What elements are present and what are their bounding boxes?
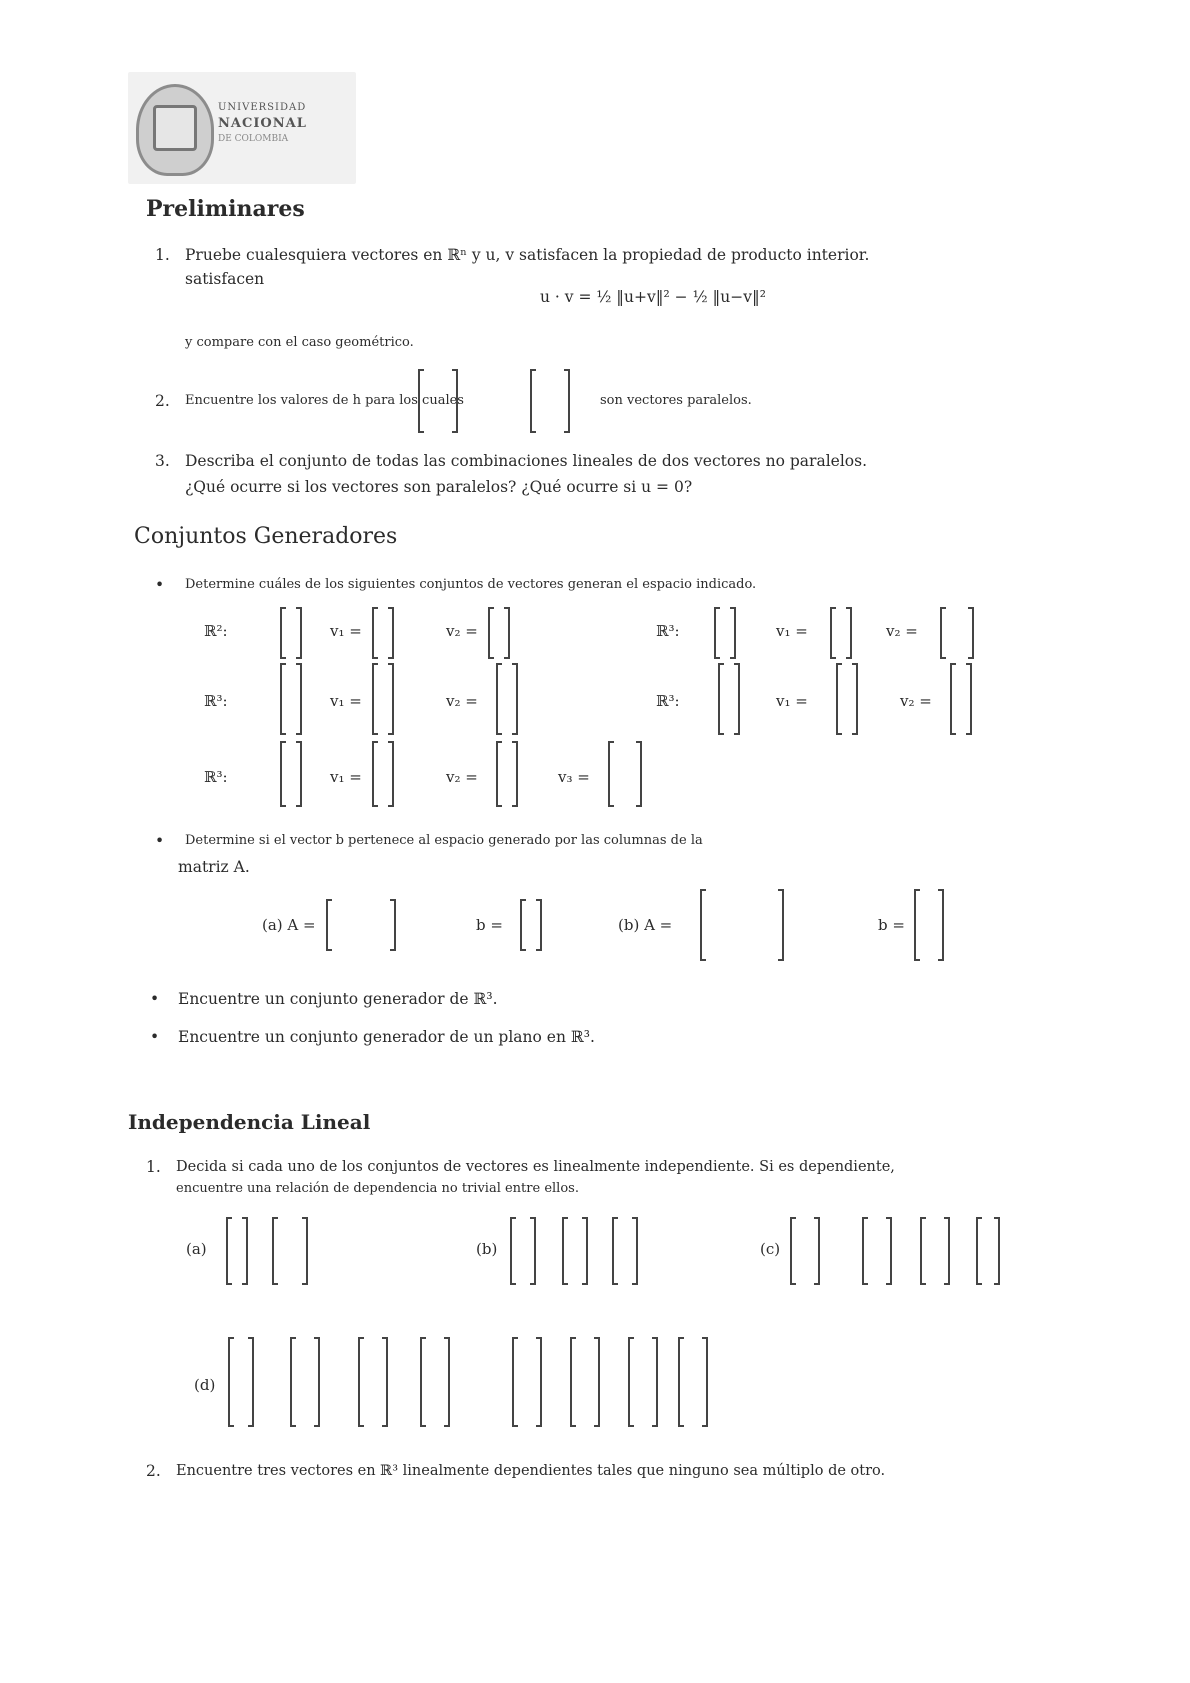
ind-item2-number: 2. xyxy=(146,1462,161,1480)
prelim-item1-number: 1. xyxy=(155,246,170,264)
ind-c-vec-2 xyxy=(862,1218,892,1284)
university-logo xyxy=(128,72,356,184)
ind-a-label: (a) xyxy=(186,1240,207,1258)
gen-r1-label-3: v₂ = xyxy=(446,622,478,640)
ind-c-vec-1 xyxy=(790,1218,820,1284)
prelim-item3-number: 3. xyxy=(155,452,170,470)
sys-a-b-vector xyxy=(520,900,542,950)
prelim-item3-text2: ¿Qué ocurre si los vectores son paralelos? ¿Qué ocurre si u = 0? xyxy=(185,478,693,496)
note-b-text: Encuentre un conjunto generador de un plano en ℝ³. xyxy=(178,1028,595,1046)
gen-r3-vec-3 xyxy=(496,742,518,806)
ind-d-vec-8 xyxy=(678,1338,708,1426)
gen-r2-vec-3 xyxy=(496,664,518,734)
ind-b-label: (b) xyxy=(476,1240,498,1258)
ind-b-vec-3 xyxy=(612,1218,638,1284)
sys-b-label: (b) A = xyxy=(618,916,673,934)
ind-d-vec-1 xyxy=(228,1338,254,1426)
prelim-item2-tail: son vectores paralelos. xyxy=(600,393,752,408)
gen-r2-vec-4 xyxy=(718,664,740,734)
ind-item1-text: Decida si cada uno de los conjuntos de vectores es linealmente independiente. Si es dependiente, xyxy=(176,1159,895,1175)
gen-r1-vec-5 xyxy=(830,608,852,658)
prelim-item1-text2: satisfacen xyxy=(185,270,265,288)
gen-r1-label-1: ℝ²: xyxy=(204,622,228,640)
ind-a-vec-1 xyxy=(226,1218,248,1284)
gen-r3-label-4: v₃ = xyxy=(558,768,590,786)
generators-bullet-1: Determine cuáles de los siguientes conjuntos de vectores generan el espacio indicado. xyxy=(185,577,757,592)
ind-d-vec-3 xyxy=(358,1338,388,1426)
gen-r2-label-2: v₁ = xyxy=(330,692,362,710)
gen-r3-label-1: ℝ³: xyxy=(204,768,228,786)
gen-r1-label-2: v₁ = xyxy=(330,622,362,640)
sys-a-matrix xyxy=(326,900,396,950)
prelim-item2-number: 2. xyxy=(155,392,170,410)
sys-b-b-vector xyxy=(914,890,944,960)
prelim-matrix-2 xyxy=(530,370,570,432)
ind-item1-text2: encuentre una relación de dependencia no trivial entre ellos. xyxy=(176,1181,579,1196)
ind-d-label: (d) xyxy=(194,1376,216,1394)
gen-r3-vec-1 xyxy=(280,742,302,806)
sys-b-b-label: b = xyxy=(878,916,905,934)
gen-r2-label-4: ℝ³: xyxy=(656,692,680,710)
generators-bullet-2-line2: matriz A. xyxy=(178,858,250,876)
ind-d-vec-7 xyxy=(628,1338,658,1426)
generators-bullet-2-icon: • xyxy=(155,832,165,850)
generators-bullet-1-icon: • xyxy=(155,576,165,594)
gen-r1-vec-3 xyxy=(488,608,510,658)
gen-r3-vec-2 xyxy=(372,742,394,806)
gen-r1-label-5: v₁ = xyxy=(776,622,808,640)
gen-r2-vec-1 xyxy=(280,664,302,734)
gen-r2-vec-5 xyxy=(836,664,858,734)
gen-r2-label-3: v₂ = xyxy=(446,692,478,710)
prelim-item1-equation: u · v = ½ ‖u+v‖² − ½ ‖u−v‖² xyxy=(540,288,766,306)
sys-a-b-label: b = xyxy=(476,916,503,934)
ind-d-vec-6 xyxy=(570,1338,600,1426)
logo-text: UNIVERSIDAD NACIONAL DE COLOMBIA xyxy=(218,102,307,144)
ind-b-vec-1 xyxy=(510,1218,536,1284)
ind-item2-text: Encuentre tres vectores en ℝ³ linealmente dependientes tales que ninguno sea múltiplo de otro. xyxy=(176,1463,886,1479)
ind-b-vec-2 xyxy=(562,1218,588,1284)
sys-b-matrix xyxy=(700,890,784,960)
sys-a-label: (a) A = xyxy=(262,916,316,934)
note-b-marker: • xyxy=(150,1028,160,1046)
prelim-item1-text: Pruebe cualesquiera vectores en ℝⁿ y u, v satisfacen la propiedad de producto interior. xyxy=(185,246,870,264)
ind-d-vec-4 xyxy=(420,1338,450,1426)
generators-bullet-2: Determine si el vector b pertenece al espacio generado por las columnas de la xyxy=(185,833,703,848)
gen-r2-label-1: ℝ³: xyxy=(204,692,228,710)
university-seal-icon xyxy=(136,84,214,176)
gen-r2-label-5: v₁ = xyxy=(776,692,808,710)
prelim-item2-text: Encuentre los valores de h para los cuales xyxy=(185,393,464,408)
section-title-preliminares: Preliminares xyxy=(146,196,305,222)
prelim-item3-text: Describa el conjunto de todas las combinaciones lineales de dos vectores no paralelos. xyxy=(185,452,867,470)
ind-c-vec-4 xyxy=(976,1218,1000,1284)
gen-r1-label-4: ℝ³: xyxy=(656,622,680,640)
ind-d-vec-2 xyxy=(290,1338,320,1426)
section-title-independence: Independencia Lineal xyxy=(128,1110,371,1134)
gen-r3-label-3: v₂ = xyxy=(446,768,478,786)
gen-r2-vec-6 xyxy=(950,664,972,734)
gen-r1-vec-4 xyxy=(714,608,736,658)
prelim-item1-note: y compare con el caso geométrico. xyxy=(185,335,414,350)
ind-c-vec-3 xyxy=(920,1218,950,1284)
ind-item1-number: 1. xyxy=(146,1158,161,1176)
prelim-matrix-1 xyxy=(418,370,458,432)
gen-r1-label-6: v₂ = xyxy=(886,622,918,640)
gen-r2-vec-2 xyxy=(372,664,394,734)
gen-r1-vec-2 xyxy=(372,608,394,658)
section-title-generators: Conjuntos Generadores xyxy=(134,524,398,549)
ind-d-vec-5 xyxy=(512,1338,542,1426)
gen-r1-vec-1 xyxy=(280,608,302,658)
ind-c-label: (c) xyxy=(760,1240,781,1258)
note-a-marker: • xyxy=(150,990,160,1008)
ind-a-vec-2 xyxy=(272,1218,308,1284)
gen-r3-label-2: v₁ = xyxy=(330,768,362,786)
gen-r2-label-6: v₂ = xyxy=(900,692,932,710)
gen-r1-vec-6 xyxy=(940,608,974,658)
note-a-text: Encuentre un conjunto generador de ℝ³. xyxy=(178,990,498,1008)
gen-r3-vec-4 xyxy=(608,742,642,806)
